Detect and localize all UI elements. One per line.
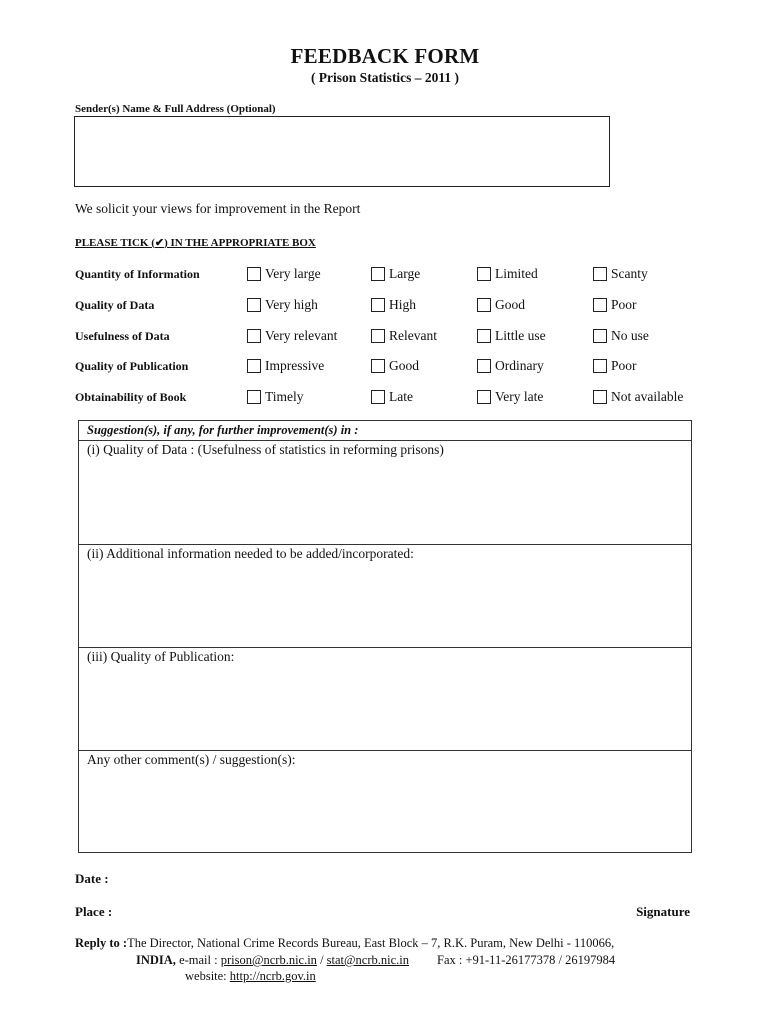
option-label: Good bbox=[389, 358, 419, 373]
checkbox[interactable] bbox=[371, 267, 385, 281]
suggestion-field-quality-of-publication[interactable] bbox=[79, 647, 691, 750]
reply-contact: INDIA, e-mail : prison@ncrb.nic.in / stat@ncrb.nic.in Fax : +91-11-26177378 / 26197984 bbox=[136, 953, 616, 967]
sender-label: Sender(s) Name & Full Address (Optional) bbox=[75, 103, 276, 115]
option-label: Little use bbox=[495, 328, 546, 343]
rating-row-label: Quality of Publication bbox=[75, 359, 189, 373]
option-label: Limited bbox=[495, 266, 538, 281]
checkbox[interactable] bbox=[371, 329, 385, 343]
form-subtitle: ( Prison Statistics – 2011 ) bbox=[310, 70, 460, 85]
rating-option[interactable] bbox=[477, 389, 543, 405]
checkbox[interactable] bbox=[477, 390, 491, 404]
suggestion-label: (ii) Additional information needed to be added/incorporated: bbox=[87, 546, 414, 561]
checkbox[interactable] bbox=[371, 390, 385, 404]
checkbox[interactable] bbox=[477, 298, 491, 312]
suggestion-field-quality-of-data[interactable] bbox=[79, 440, 691, 544]
option-label: Very large bbox=[265, 266, 321, 281]
rating-option[interactable] bbox=[593, 328, 649, 344]
rating-option[interactable] bbox=[593, 297, 637, 313]
rating-option[interactable] bbox=[371, 389, 413, 405]
checkbox[interactable] bbox=[593, 267, 607, 281]
option-label: Very relevant bbox=[265, 328, 338, 343]
option-label: Poor bbox=[611, 358, 637, 373]
checkbox[interactable] bbox=[371, 298, 385, 312]
checkbox[interactable] bbox=[477, 359, 491, 373]
checkbox[interactable] bbox=[477, 267, 491, 281]
tick-instruction: PLEASE TICK (✔) IN THE APPROPRIATE BOX bbox=[75, 237, 316, 249]
rating-option[interactable] bbox=[247, 297, 318, 313]
reply-website: website: http://ncrb.gov.in bbox=[185, 969, 316, 983]
date-label: Date : bbox=[75, 871, 109, 886]
option-label: No use bbox=[611, 328, 649, 343]
suggestion-label: (iii) Quality of Publication: bbox=[87, 649, 235, 664]
signature-label: Signature bbox=[636, 904, 690, 919]
email-link-stat[interactable]: stat@ncrb.nic.in bbox=[326, 953, 409, 967]
rating-option[interactable] bbox=[371, 266, 420, 282]
rating-option[interactable] bbox=[593, 389, 683, 405]
form-title: FEEDBACK FORM bbox=[290, 44, 480, 68]
reply-label: Reply to : bbox=[75, 936, 128, 950]
checkbox[interactable] bbox=[247, 359, 261, 373]
option-label: Large bbox=[389, 266, 421, 281]
website-link[interactable]: http://ncrb.gov.in bbox=[229, 969, 316, 983]
option-label: High bbox=[389, 297, 416, 312]
rating-option[interactable] bbox=[371, 358, 419, 374]
suggestion-label: Any other comment(s) / suggestion(s): bbox=[87, 752, 296, 767]
rating-option[interactable] bbox=[247, 389, 304, 405]
rating-option[interactable] bbox=[247, 358, 324, 374]
rating-row-label: Obtainability of Book bbox=[75, 390, 187, 404]
rating-row-label: Quality of Data bbox=[75, 298, 155, 312]
option-label: Very high bbox=[265, 297, 318, 312]
checkbox[interactable] bbox=[593, 298, 607, 312]
rating-row-label: Quantity of Information bbox=[75, 267, 200, 281]
place-label: Place : bbox=[75, 904, 113, 919]
checkbox[interactable] bbox=[247, 267, 261, 281]
reply-address: Reply to :The Director, National Crime Records Bureau, East Block – 7, R.K. Puram, New Delhi - 110066, bbox=[75, 936, 615, 950]
option-label: Impressive bbox=[265, 358, 325, 373]
option-label: Not available bbox=[611, 389, 684, 404]
sender-address-field[interactable] bbox=[74, 116, 610, 187]
rating-option[interactable] bbox=[477, 266, 538, 282]
rating-option[interactable] bbox=[593, 266, 648, 282]
email-link-prison[interactable]: prison@ncrb.nic.in bbox=[220, 953, 317, 967]
suggestion-field-additional-info[interactable] bbox=[79, 544, 691, 647]
solicit-text: We solicit your views for improvement in the Report bbox=[75, 201, 361, 216]
suggestions-table bbox=[78, 420, 692, 853]
checkbox[interactable] bbox=[593, 359, 607, 373]
rating-option[interactable] bbox=[371, 328, 437, 344]
suggestions-heading: Suggestion(s), if any, for further improvement(s) in : bbox=[87, 423, 359, 437]
rating-row-label: Usefulness of Data bbox=[75, 329, 170, 343]
suggestion-label: (i) Quality of Data : (Usefulness of statistics in reforming prisons) bbox=[87, 442, 444, 457]
rating-option[interactable] bbox=[593, 358, 637, 374]
rating-option[interactable] bbox=[247, 328, 337, 344]
option-label: Ordinary bbox=[495, 358, 544, 373]
checkbox[interactable] bbox=[247, 298, 261, 312]
option-label: Very late bbox=[495, 389, 544, 404]
option-label: Timely bbox=[265, 389, 304, 404]
rating-option[interactable] bbox=[477, 297, 525, 313]
checkbox[interactable] bbox=[593, 390, 607, 404]
checkbox[interactable] bbox=[477, 329, 491, 343]
checkbox[interactable] bbox=[247, 329, 261, 343]
rating-option[interactable] bbox=[477, 358, 544, 374]
option-label: Relevant bbox=[389, 328, 437, 343]
checkbox[interactable] bbox=[247, 390, 261, 404]
suggestion-field-other-comments[interactable] bbox=[79, 750, 691, 853]
option-label: Good bbox=[495, 297, 525, 312]
checkbox[interactable] bbox=[593, 329, 607, 343]
rating-option[interactable] bbox=[477, 328, 546, 344]
option-label: Poor bbox=[611, 297, 637, 312]
check-mark-icon: ✔ bbox=[154, 237, 165, 249]
rating-option[interactable] bbox=[371, 297, 416, 313]
option-label: Late bbox=[389, 389, 413, 404]
rating-option[interactable] bbox=[247, 266, 321, 282]
option-label: Scanty bbox=[611, 266, 648, 281]
checkbox[interactable] bbox=[371, 359, 385, 373]
fax-number: Fax : +91-11-26177378 / 26197984 bbox=[437, 953, 616, 967]
